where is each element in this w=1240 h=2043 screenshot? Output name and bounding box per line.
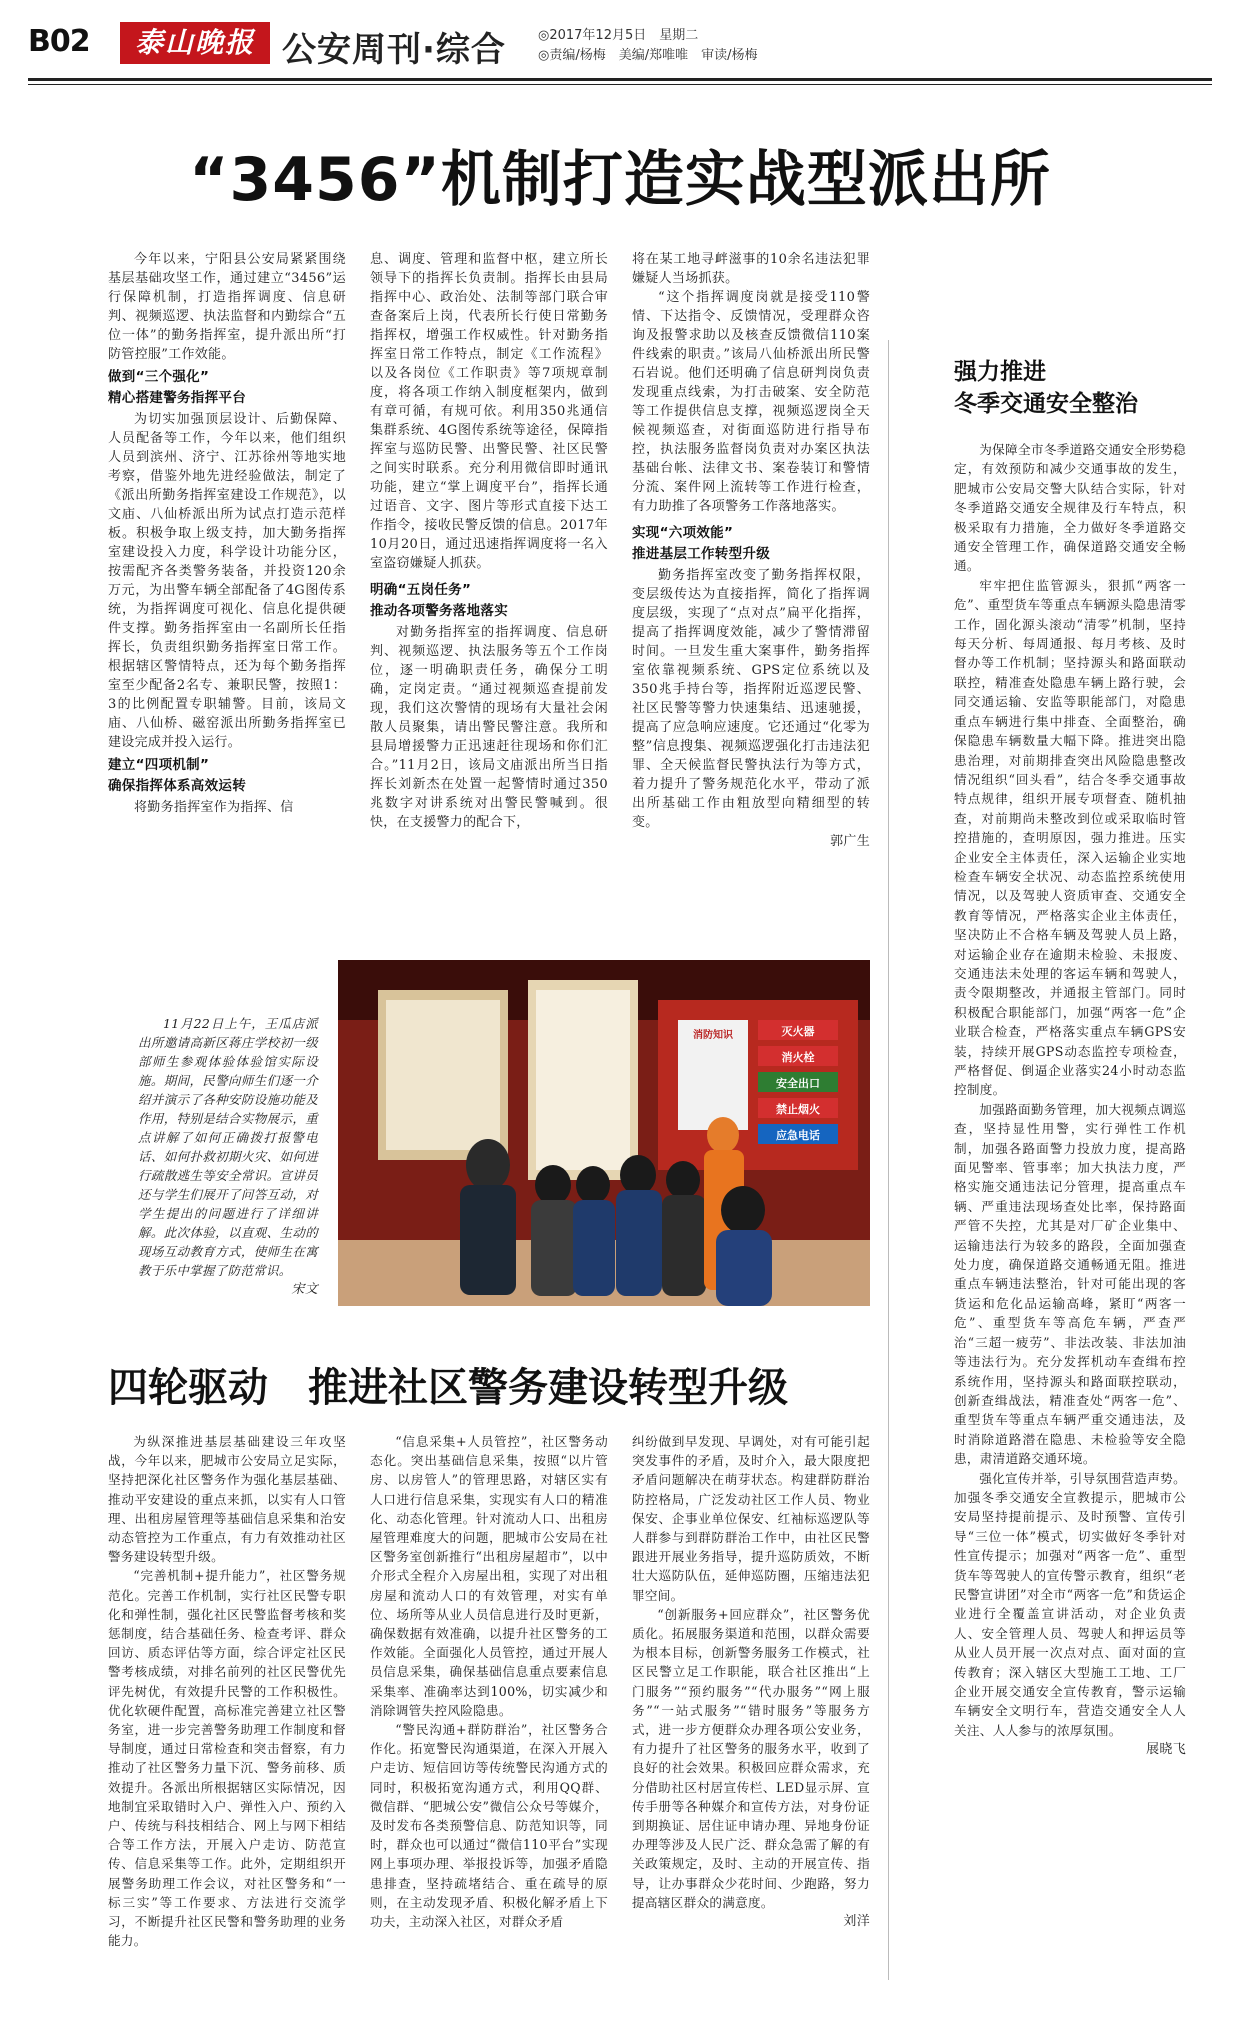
article1-subhead-3b: 推动各项警务落地落实 xyxy=(370,603,508,619)
photo-sign: 安全出口 xyxy=(776,1077,820,1090)
news-photo xyxy=(338,960,870,1306)
article3-paragraph: “信息采集+人员管控”，社区警务动态化。突出基础信息采集，按照“以片管房、以房管人”的管理思路，对辖区实有人口进行信息采集，实现实有人口的精准化、动态化管理。针对流动人口、出租房屋管理难度大的问题，肥城市公安局在社区警务室创新推行“出租房屋超市”，以中介形式全程介入房屋出租，实现了对出租房屋和流动人口的有效管理，对实有单位、场所等从业人员信息进行及时更新，确保数据有效准确，以提升社区警务的工作效能。全面强化人员管控，通过开展人员信息采集，确保基础信息重点要素信息采集率、准确率达到100%，切实减少和消除调管失控风险隐患。 xyxy=(370,1434,608,1718)
masthead-rule xyxy=(28,78,1212,81)
issue-date: ◎2017年12月5日 星期二 xyxy=(538,28,699,43)
article1-subhead-1a: 做到“三个强化” xyxy=(108,369,210,385)
article1-subhead-2b: 确保指挥体系高效运转 xyxy=(108,778,246,794)
photo-caption xyxy=(138,1014,318,1299)
article1-paragraph: 对勤务指挥室的指挥调度、信息研判、视频巡逻、执法服务等五个工作岗位，逐一明确职责任务，确保分工明确，定岗定责。“通过视频巡查提前发现，我们这次警情的现场有大量社会闲散人员聚集，请出警民警注意。我所和县局增援警力正迅速赶往现场和你们汇合。”11月2日，该局文庙派出所当日指挥长刘新杰在处置一起警情时通过350兆数字对讲系统对出警民警喊到。很快，在支援警力的配合下， xyxy=(370,625,608,830)
article1-subhead-3a: 明确“五岗任务” xyxy=(370,582,472,598)
article1-author: 郭广生 xyxy=(830,834,870,849)
article1-paragraph: 为切实加强顶层设计、后勤保障、人员配备等工作，今年以来，他们组织人员到滨州、济宁、江苏徐州等地实地考察，借鉴外地先进经验做法，制定了《派出所勤务指挥室建设工作规范》，以文庙、八仙桥派出所为试点打造示范样板。积极争取上级支持，加大勤务指挥室建设投入力度，科学设计功能分区，按需配齐各类警务装备，并投资120余万元，为出警车辆全部配备了4G图传系统，为指挥调度可视化、信息化提供硬件支撑。勤务指挥室由一名副所长任指挥长，负责组织勤务指挥室日常工作。根据辖区警情特点，还为每个勤务指挥室至少配备2名专、兼职民警，按照1：3的比例配置专职辅警。目前，该局文庙、八仙桥、磁窑派出所勤务指挥室已建设完成并投入运行。 xyxy=(108,412,346,750)
photo-sign: 应急电话 xyxy=(776,1129,820,1142)
photo-sign: 消防知识 xyxy=(693,1030,733,1041)
photo-sign: 消火栓 xyxy=(781,1051,815,1064)
article1-subhead-1b: 精心搭建警务指挥平台 xyxy=(108,390,246,406)
article1-subhead-2a: 建立“四项机制” xyxy=(108,757,210,773)
article2-author: 展晓飞 xyxy=(1146,1742,1186,1758)
article2-paragraph: 强化宣传并举，引导氛围营造声势。加强冬季交通安全宣教提示，肥城市公安局坚持提前提示、及时预警、宣传引导“三位一体”模式，切实做好冬季针对性宣传提示；加强对“两客一危”、重型货车等驾驶人的宣传警示教育，组织“老民警宣讲团”对全市“两客一危”和货运企业进行全覆盖宣讲活动，对企业负责人、安全管理人员、驾驶人和押运员等从业人员开展一次点对点、面对面的宣传教育；深入辖区大型施工工地、工厂企业开展交通安全宣传教育，警示运输车辆安全文明行车，营造交通安全人人关注、人人参与的浓厚氛围。 xyxy=(954,1470,1186,1738)
article3-column-1 xyxy=(108,1432,346,2002)
masthead xyxy=(28,20,1212,70)
photo-caption-text: 11月22日上午，王瓜店派出所邀请高新区蒋庄学校初一级部师生参观体验体验馆实际设施。期间，民警向师生们逐一介绍并演示了各种安防设施功能及作用，特别是结合实物展示，重点讲解了如何正确拨打报警电话、如何扑救初期火灾、如何进行疏散逃生等安全常识。宣讲员还与学生们展开了问答互动，对学生提出的问题进行了详细讲解。此次体验，以直观、生动的现场互动教育方式，使师生在寓教于乐中掌握了防范常识。 xyxy=(138,1016,318,1278)
photo-sign: 禁止烟火 xyxy=(776,1103,820,1116)
article2-paragraph: 为保障全市冬季道路交通安全形势稳定，有效预防和减少交通事故的发生，肥城市公安局交警大队结合实际，针对冬季道路交通安全规律及行车特点，积极采取有力措施，全力做好冬季道路交通安全管理工作，确保道路交通安全畅通。 xyxy=(954,442,1186,574)
article3-headline: 四轮驱动 推进社区警务建设转型升级 xyxy=(108,1365,788,1411)
article2-divider xyxy=(888,340,889,1980)
photo-sign: 灭火器 xyxy=(781,1025,815,1038)
masthead-rule-thin xyxy=(28,84,1212,85)
article1-paragraph: 将勤务指挥室作为指挥、信 xyxy=(134,800,294,815)
article2-paragraph: 牢牢把住监管源头，狠抓“两客一危”、重型货车等重点车辆源头隐患清零工作，固化源头滚动“清零”机制，坚持每天分析、每周通报、每月考核、及时督办等工作机制；坚持源头和路面联动联控，精准查处隐患车辆上路行驶，会同交通运输、安监等职能部门，对隐患重点车辆进行集中排查、全面整治，确保隐患车辆数量大幅下降。推进突出隐患治理，对前期排查突出风险隐患整改情况组织“回头看”，结合冬季交通事故特点规律，组织开展专项督查、随机抽查，对前期尚未整改到位或采取临时管控措施的，查明原因，强力推进。压实企业安全主体责任，深入运输企业实地检查车辆安全状况、动态监控系统使用情况，以及驾驶人资质审查、交通安全教育等情况，严格落实企业主体责任，坚决防止不合格车辆及驾驶人员上路，对运输企业存在逾期未检验、未报废、交通违法未处理的客运车辆和驾驶人，责令限期整改，并通报主管部门。同时积极配合职能部门，加强“两客一危”企业联合检查，严格落实重点车辆GPS安装，持续开展GPS动态监控专项检查，严格督促、倒逼企业落实24小时动态监控制度。 xyxy=(954,577,1186,1098)
article1-paragraph: 息、调度、管理和监督中枢，建立所长领导下的指挥长负责制。指挥长由县局指挥中心、政治处、法制等部门联合审查备案后上岗，代表所长行使日常勤务指挥权，增强工作权威性。针对勤务指挥室日常工作特点，制定《工作流程》以及各岗位《工作职责》等7项规章制度，将各项工作纳入制度框架内，做到有章可循，有规可依。利用350兆通信集群系统、4G图传系统等途径，保障指挥室与巡防民警、出警民警、社区民警之间实时联系。充分利用微信即时通讯功能，建立“掌上调度平台”，指挥长通过语音、文字、图片等形式直接下达工作指令，接收民警反馈的信息。2017年10月20日，通过迅速指挥调度将一名入室盗窃嫌疑人抓获。 xyxy=(370,252,608,571)
article3-paragraph: “完善机制+提升能力”，社区警务规范化。完善工作机制，实行社区民警专职化和弹性制，强化社区民警监督考核和奖惩制度，结合基础任务、检查考评、群众回访、质态评估等方面，综合评定社区民警考核成绩，对排名前列的社区民警优先评先树优，有效提升民警的工作积极性。优化软硬件配置，高标准完善建立社区警务室，进一步完善警务助理工作制度和督导制度，通过日常检查和突击督察，有力推动了社区警务力量下沉、警务前移、质效提升。各派出所根据辖区实际情况，因地制宜采取错时入户、弹性入户、预约入户、传统与科技相结合、网上与网下相结合等工作方法，开展入户走访、防范宣传、信息采集等工作。此外，定期组织开展警务助理工作会议，对社区警务和“一标三实”等工作要求、方法进行交流学习，不断提升社区民警和警务助理的业务能力。 xyxy=(108,1568,346,1949)
article2-headline-line-1: 强力推进 xyxy=(954,359,1046,385)
article1-subhead-4b: 推进基层工作转型升级 xyxy=(632,546,770,562)
article2-headline xyxy=(954,356,1194,420)
photo-caption-author: 宋文 xyxy=(291,1282,318,1297)
article3-paragraph: 为纵深推进基层基础建设三年攻坚战，今年以来，肥城市公安局立足实际，坚持把深化社区警务作为强化基层基础、推动平安建设的重点来抓，以实有人口管理、出租房屋管理等基础信息采集和治安动态管控为工作重点，有力有效推动社区警务建设转型升级。 xyxy=(108,1434,346,1565)
article1-paragraph: 勤务指挥室改变了勤务指挥权限，变层级传达为直接指挥，简化了指挥调度层级，实现了“点对点”扁平化指挥，提高了指挥调度效能，减少了警情滞留时间。一旦发生重大案事件，勤务指挥室依靠视频系统、GPS定位系统以及350兆手持台等，指挥附近巡逻民警、社区民警等警力快速集结、迅速驰援，提高了应急响应速度。它还通过“化零为整”信息搜集、视频巡逻强化打击违法犯罪、全天候监督民警执法行为等方式，着力提升了警务规范化水平，带动了派出所基础工作由粗放型向精细型的转变。 xyxy=(632,568,870,830)
article1-paragraph: 将在某工地寻衅滋事的10余名违法犯罪嫌疑人当场抓获。 xyxy=(632,252,870,286)
article3-column-2 xyxy=(370,1432,608,2002)
section-name: 公安周刊·综合 xyxy=(282,30,506,70)
article1-column-2 xyxy=(370,250,608,888)
page-number: B02 xyxy=(28,24,90,59)
article1-subhead-4a: 实现“六项效能” xyxy=(632,525,734,541)
article1-paragraph: “这个指挥调度岗就是接受110警情、下达指令、反馈情况，受理群众咨询及报警求助以及核查反馈微信110案件线索的职责。”该局八仙桥派出所民警石岩说。他们还明确了信息研判岗负责发现重点线索，为打击破案、安全防范等工作提供信息支撑，视频巡逻岗全天候视频巡查，对街面巡防进行指导布控，执法服务监督岗负责对办案区执法基础台帐、法律文书、案卷装订和警情分流、案件网上流转等工作进行检查，有力助推了各项警务工作落地落实。 xyxy=(632,290,870,514)
article3-paragraph: “创新服务+回应群众”，社区警务优质化。拓展服务渠道和范围，以群众需要为根本目标，创新警务服务工作模式，社区民警立足工作职能，联合社区推出“上门服务”“预约服务”“代办服务”“网上服务”“一站式服务”“错时服务”等服务方式，进一步方便群众办理各项公安业务，有力提升了社区警务的服务水平，收到了良好的社会效果。积极回应群众需求，充分借助社区村居宣传栏、LED显示屏、宣传手册等各种媒介和宣传方法，对身份证到期换证、居住证申请办理、异地身份证办理等涉及人民广泛、群众急需了解的有关政策规定，及时、主动的开展宣传、指导，让办事群众少花时间、少跑路，努力提高辖区群众的满意度。 xyxy=(632,1606,870,1910)
article2-headline-line-2: 冬季交通安全整治 xyxy=(954,391,1138,417)
article3-column-3 xyxy=(632,1432,870,2002)
article2-paragraph: 加强路面勤务管理，加大视频点调巡查，坚持显性用警，实行弹性工作机制，加强各路面警力投放力度，提高路面见警率、管事率；加大执法力度，严格实施交通违法记分管理，提高重点车辆、严重违法现场查处比率，保持路面严管不失控，尤其是对厂矿企业集中、运输违法行为较多的路段，全面加强查处力度，确保道路交通畅通无阻。推进重点车辆违法整治，针对可能出现的客货运和危化品运输高峰，紧盯“两客一危”、重型货车等高危车辆，严查严治“三超一疲劳”、非法改装、非法加油等违法行为。充分发挥机动车查缉布控系统作用，坚持源头和路面联控联动，创新查缉战法，精准查处“两客一危”、重型货车等重点车辆严重交通违法，及时消除道路潜在隐患、未检验等安全隐患，肃清道路交通环境。 xyxy=(954,1101,1186,1467)
editor-credits: ◎责编/杨梅 美编/郑唯唯 审读/杨梅 xyxy=(538,48,758,63)
article1-intro: 今年以来，宁阳县公安局紧紧围绕基层基础攻坚工作，通过建立“3456”运行保障机制，打造指挥调度、信息研判、视频巡逻、执法监督和内勤综合“五位一体”的勤务指挥室，提升派出所“打防管控服”工作效能。 xyxy=(108,252,346,362)
article1-headline: “3456”机制打造实战型派出所 xyxy=(189,145,1051,215)
article3-author: 刘洋 xyxy=(843,1914,870,1930)
article1-column-1 xyxy=(108,250,346,888)
article3-paragraph: “警民沟通+群防群治”，社区警务合作化。拓宽警民沟通渠道，在深入开展入户走访、短信回访等传统警民沟通方式的同时，积极拓宽沟通方式，利用QQ群、微信群、“肥城公安”微信公众号等媒介，及时发布各类预警信息、防范知识等，同时，群众也可以通过“微信110平台”实现网上事项办理、举报投诉等，加强矛盾隐患排查，坚持疏堵结合、重在疏导的原则，在主动发现矛盾、积极化解矛盾上下功夫，主动深入社区，对群众矛盾 xyxy=(370,1722,608,1930)
article2-body xyxy=(954,440,1186,2000)
article3-paragraph: 纠纷做到早发现、早调处，对有可能引起突发事件的矛盾，及时介入，最大限度把矛盾问题解决在萌芽状态。构建群防群治防控格局，广泛发动社区工作人员、物业保安、企事业单位保安、红袖标巡逻队等人群参与到群防群治工作中，由社区民警跟进开展业务指导，提升巡防质效，不断壮大巡防队伍，延伸巡防圈，压缩违法犯罪空间。 xyxy=(632,1434,870,1603)
paper-logo: 泰山晚报 xyxy=(120,22,270,64)
article1-column-3 xyxy=(632,250,870,888)
